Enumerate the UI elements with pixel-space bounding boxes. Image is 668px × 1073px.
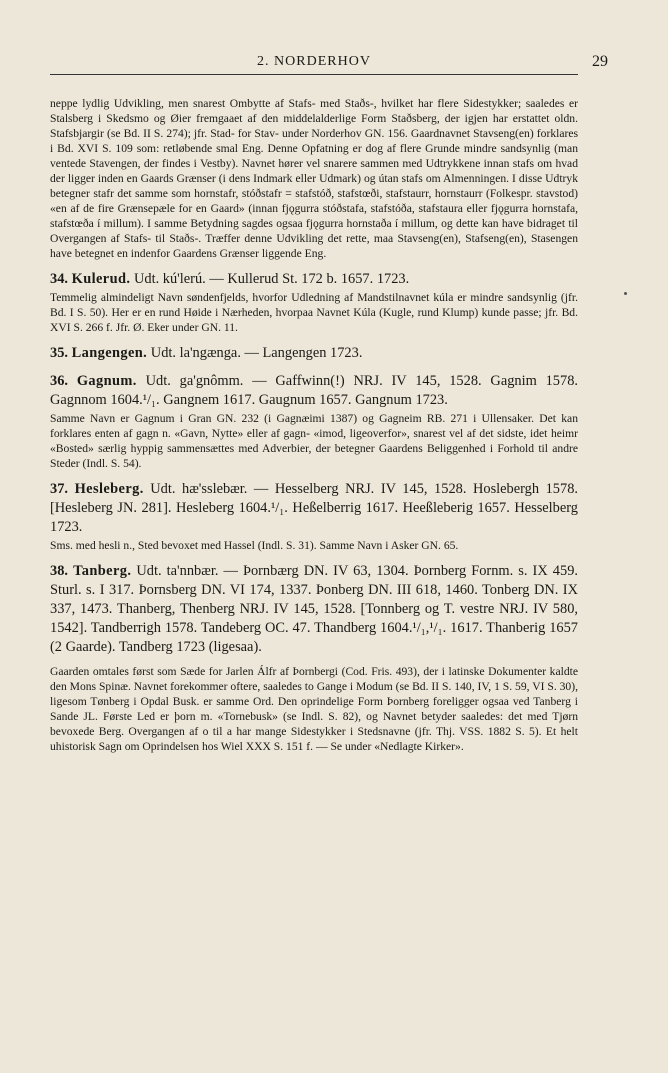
- farm-name: Langengen.: [71, 345, 148, 361]
- entry-forms: Udt. ga'gnômm. — Gaffwinn(!) NRJ. IV 145, 1528. Gagnim 1578. Gagnnom 1604.¹/₁. Gangnem 1617. Gaugnum 1657. Gangnum 1723.: [50, 373, 578, 408]
- entry-35-heading: [50, 344, 578, 363]
- entry-forms: Udt. la'ngænga. — Langengen 1723.: [150, 345, 363, 361]
- farm-name: Hesleberg.: [74, 481, 144, 497]
- entry-38-heading: [50, 562, 578, 657]
- entry-number: 35.: [50, 345, 68, 361]
- entry-34-note: Temmelig almindeligt Navn søndenfjelds, hvorfor Udledning af Mandstilnavnet kúla er mindre sandsynlig (jfr. Bd. I S. 50). Her er en rund Høide i Nærheden, hvorpaa Navnet Kúla (Kugle, rund Klump) kunde passe; jfr. Bd. XVI S. 266 f. Jfr. Ø. Eker under GN. 11.: [50, 291, 578, 334]
- opening-paragraph: neppe lydlig Udvikling, men snarest Ombytte af Stafs- med Staðs-, hvilket har flere Sidestykker; saaledes er Stalsberg i Skedsmo og Øier fremgaaet af den middelalderlige Form Staðsberg, der igjen har erstattet oldn. Stafsbjargir (se Bd. II S. 274); jfr. Stad- for Stav- under Norderhov GN. 156. Gaardnavnet Stavseng(en) forklares i Bd. XVI S. 109 som: retløbende smal Eng. Denne Opfatning er dog af flere Grunde mindre sandsynlig (man ventede Stavengen, der findes i Vestby). Navnet hører vel snarere sammen med Udtrykkene innan stafs om hvad der ligger inden en Gaards Grænser (i dens Indmark eller Udmark) og útan stafs om Almenningen. I disse Udtryk betegner stafr det samme som hornstafr, stóðstafr = stafstóð, stafstœði, stafstaurr, hornstaurr (Folkespr. stavstod) «en af de fire Grænsepæle for en Gaard» (innan fjǫgurra stóðstafa, stafstóða, stafstaura eller fjǫgurra hornstafa, stafstœða í millum). I samme Betydning sagdes ogsaa fjǫgurra hornstaða í millum, og dette kan have bidraget til Overgangen af Stafs- til Staðs-. Træffer denne Udvikling det rette, maa Stavseng(en), Stafseng(en), Stasengen have betegnet en indenfor Gaardens Grænser liggende Eng.: [50, 97, 578, 260]
- entry-number: 34.: [50, 271, 68, 287]
- farm-name: Gagnum.: [76, 373, 137, 389]
- entry-number: 38.: [50, 563, 68, 579]
- farm-name: Tanberg.: [73, 563, 132, 579]
- entry-number: 36.: [50, 373, 68, 389]
- page-header: [50, 52, 608, 75]
- page-body: [50, 96, 578, 754]
- entry-36-note: Samme Navn er Gagnum i Gran GN. 232 (i Gagnæimi 1387) og Gagneim RB. 271 i Ullensaker. Det kan forklares enten af gagn n. «Gavn, Nytte» eller af gagn- «imod, ligeoverfor», snarest vel af det sidste, idet heimr «Bosted» særlig hyppig sammensættes med Adverbier, der betegner Gaardens Beliggenhed i Forhold til andre Steder (Indl. S. 54).: [50, 412, 578, 470]
- margin-mark: [624, 292, 627, 295]
- farm-name: Kulerud.: [71, 271, 131, 287]
- page-number: 29: [592, 53, 608, 70]
- entry-forms: Udt. kú'lerú. — Kullerud St. 172 b. 1657. 1723.: [134, 271, 410, 287]
- entry-36-heading: [50, 372, 578, 410]
- entry-37-heading: [50, 480, 578, 537]
- entry-forms: Udt. ta'nnbær. — Þornbærg DN. IV 63, 1304. Þornberg Fornm. s. IX 459. Sturl. s. I 317. Þornsberg DN. VI 174, 1337. Þonberg DN. III 618, 1460. Tonberg DN. IX 337, 1473. Thanberg, Thenberg NRJ. IV 145, 1528. [Tonnberg og T. vestre NRJ. IV 580, 1542]. Tandberrigh 1578. Tandeberg OC. 47. Thandberg 1604.¹/₁,¹/₁. 1617. Thanberig 1657 (2 Gaarde). Tandberg 1723 (ligesaa).: [50, 563, 578, 655]
- entry-38-note: Gaarden omtales først som Sæde for Jarlen Álfr af Þornbergi (Cod. Fris. 493), der i latinske Dokumenter kaldte den Mons Spinæ. Navnet forekommer oftere, saaledes to Gange i Modum (se Bd. II S. 140, IV, 1 S. 59, VI S. 30), ligesom Tønberg i Opdal Busk. er samme Ord. Den oprindelige Form Þornberg foreligger ogsaa ved Tanberg i Sande JL. Første Led er þorn m. «Tornebusk» (se Indl. S. 82), og Navnet betyder saaledes: det med Tjørn bevoxede Berg. Overgangen af o til a har mange Sidestykker i Stedsnavne (jfr. Thj. VSS. 1882 S. 5). Et helt uhistorisk Sagn om Oprindelsen hos Wiel XXX S. 151 f. — Se under «Nedlagte Kirker».: [50, 665, 578, 753]
- entry-37-note: Sms. med hesli n., Sted bevoxet med Hassel (Indl. S. 31). Samme Navn i Asker GN. 65.: [50, 539, 459, 552]
- entry-34-heading: [50, 270, 578, 289]
- entry-number: 37.: [50, 481, 68, 497]
- entry-forms: Udt. hæ'sslebær. — Hesselberg NRJ. IV 145, 1528. Hoslebergh 1578. [Hesleberg JN. 281]. Hesleberg 1604.¹/₁. Heßelberrig 1617. Heeßleberig 1657. Hesselberg 1723.: [50, 481, 578, 535]
- running-title: 2. NORDERHOV: [257, 54, 371, 69]
